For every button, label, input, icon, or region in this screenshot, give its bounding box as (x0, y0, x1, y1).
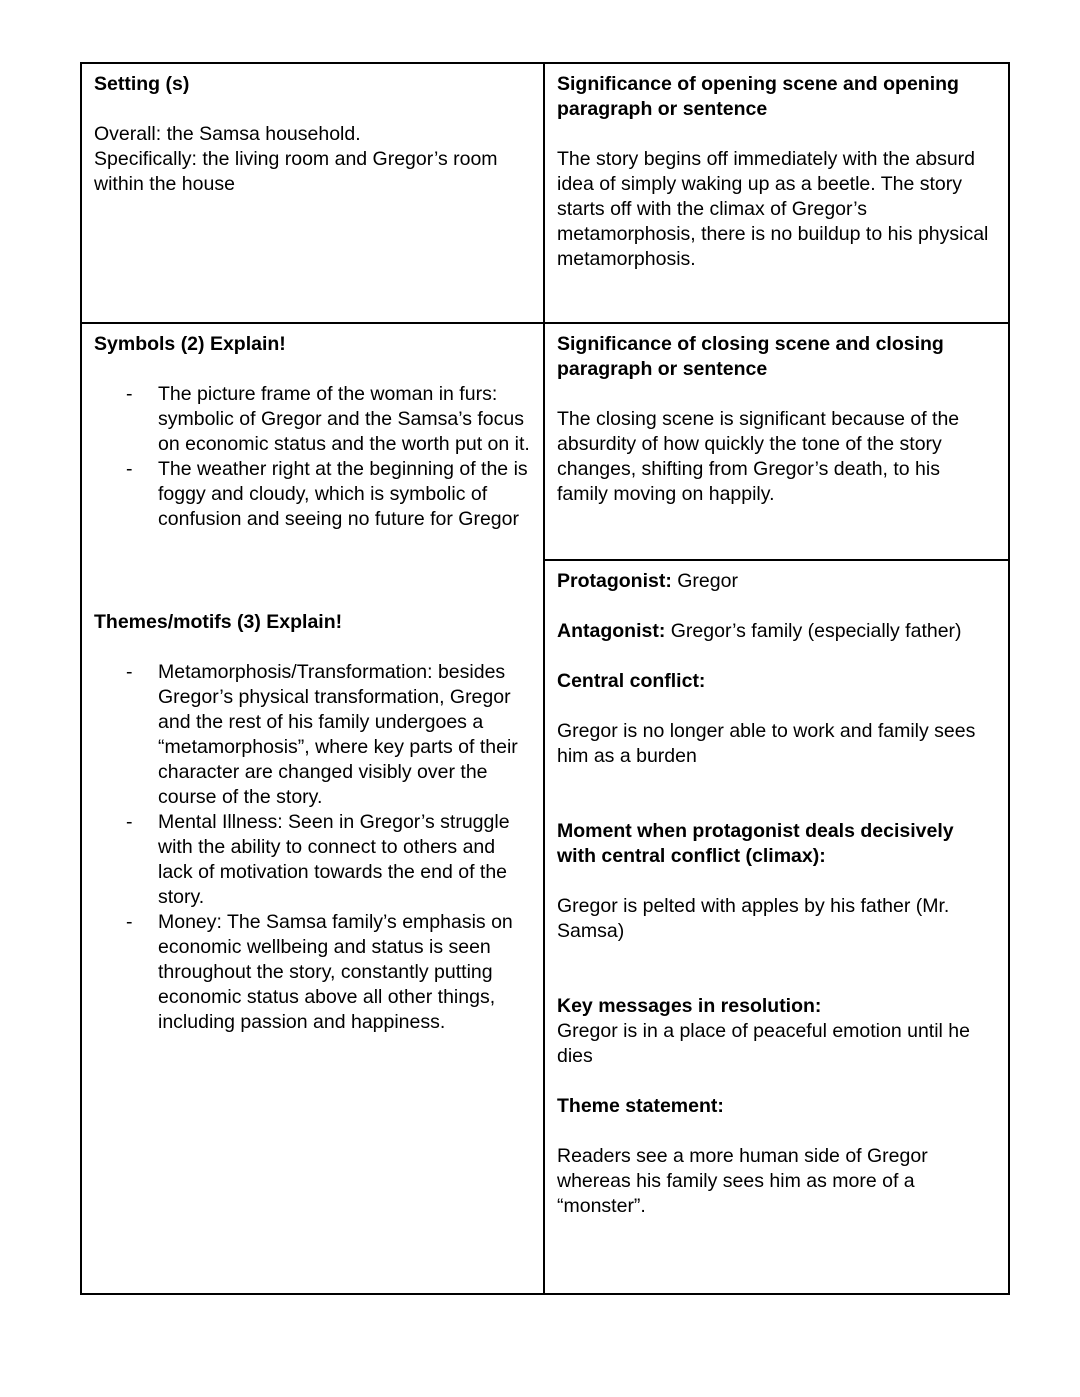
story-analysis-table (80, 62, 1010, 1295)
opening-scene-body: The story begins off immediately with the absurd idea of simply waking up as a beetle. The story starts off with the climax of Gregor’s metamorphosis, there is no buildup to his physical metamorphosis. (557, 148, 989, 270)
symbols-bullet-2: The weather right at the beginning of the is foggy and cloudy, which is symbolic of confusion and seeing no future for Gregor (158, 458, 528, 530)
list-item (94, 810, 531, 910)
protagonist-line (557, 569, 996, 594)
closing-scene-body: The closing scene is significant because of the absurdity of how quickly the tone of the story changes, shifting from Gregor’s death, to his family moving on happily. (557, 408, 960, 505)
setting-line-overall: Overall: the Samsa household. (94, 123, 361, 145)
opening-scene-heading: Significance of opening scene and opening paragraph or sentence (557, 73, 959, 120)
hyphen-bullet-icon (94, 457, 158, 482)
hyphen-bullet-icon (94, 810, 158, 835)
list-item (94, 910, 531, 1035)
climax-heading: Moment when protagonist deals decisively with central conflict (climax): (557, 820, 954, 867)
setting-line-specifically: Specifically: the living room and Gregor’s room within the house (94, 148, 498, 195)
hyphen-bullet-icon (94, 382, 158, 407)
antagonist-value: Gregor’s family (especially father) (665, 620, 962, 642)
themes-bullet-list (94, 660, 531, 1035)
resolution-heading: Key messages in resolution: (557, 995, 822, 1017)
central-conflict-heading: Central conflict: (557, 670, 706, 692)
resolution-body: Gregor is in a place of peaceful emotion until he dies (557, 1020, 970, 1067)
symbols-themes-cell (82, 324, 543, 1293)
antagonist-label: Antagonist: (557, 620, 666, 642)
setting-heading: Setting (s) (94, 73, 190, 95)
symbols-bullet-list (94, 382, 531, 532)
symbols-heading: Symbols (2) Explain! (94, 333, 286, 355)
closing-scene-cell (545, 324, 1008, 561)
list-item (94, 660, 531, 810)
list-item (94, 457, 531, 532)
setting-cell (82, 64, 543, 324)
list-item (94, 382, 531, 457)
hyphen-bullet-icon (94, 910, 158, 935)
hyphen-bullet-icon (94, 660, 158, 685)
themes-bullet-1: Metamorphosis/Transformation: besides Gregor’s physical transformation, Gregor and the rest of his family undergoes a “metamorphosis”, where key parts of their character are changed visibly over the course of the story. (158, 661, 518, 808)
themes-bullet-3: Money: The Samsa family’s emphasis on economic wellbeing and status is seen throughout the story, constantly putting economic status above all other things, including passion and happiness. (158, 911, 513, 1033)
theme-statement-heading: Theme statement: (557, 1095, 724, 1117)
closing-scene-heading: Significance of closing scene and closing paragraph or sentence (557, 333, 944, 380)
central-conflict-body: Gregor is no longer able to work and family sees him as a burden (557, 720, 976, 767)
antagonist-line (557, 619, 996, 644)
themes-heading: Themes/motifs (3) Explain! (94, 611, 343, 633)
table-left-column (82, 64, 545, 1293)
opening-scene-cell (545, 64, 1008, 324)
climax-body: Gregor is pelted with apples by his father (Mr. Samsa) (557, 895, 950, 942)
symbols-bullet-1: The picture frame of the woman in furs: symbolic of Gregor and the Samsa’s focus on economic status and the worth put on it. (158, 383, 530, 455)
protagonist-value: Gregor (671, 570, 738, 592)
table-right-column (545, 64, 1008, 1293)
theme-statement-body: Readers see a more human side of Gregor whereas his family sees him as more of a “monster”. (557, 1145, 928, 1217)
protagonist-label: Protagonist: (557, 570, 672, 592)
themes-bullet-2: Mental Illness: Seen in Gregor’s struggle with the ability to connect to others and lack of motivation towards the end of the story. (158, 811, 510, 908)
plot-elements-cell (545, 561, 1008, 1293)
